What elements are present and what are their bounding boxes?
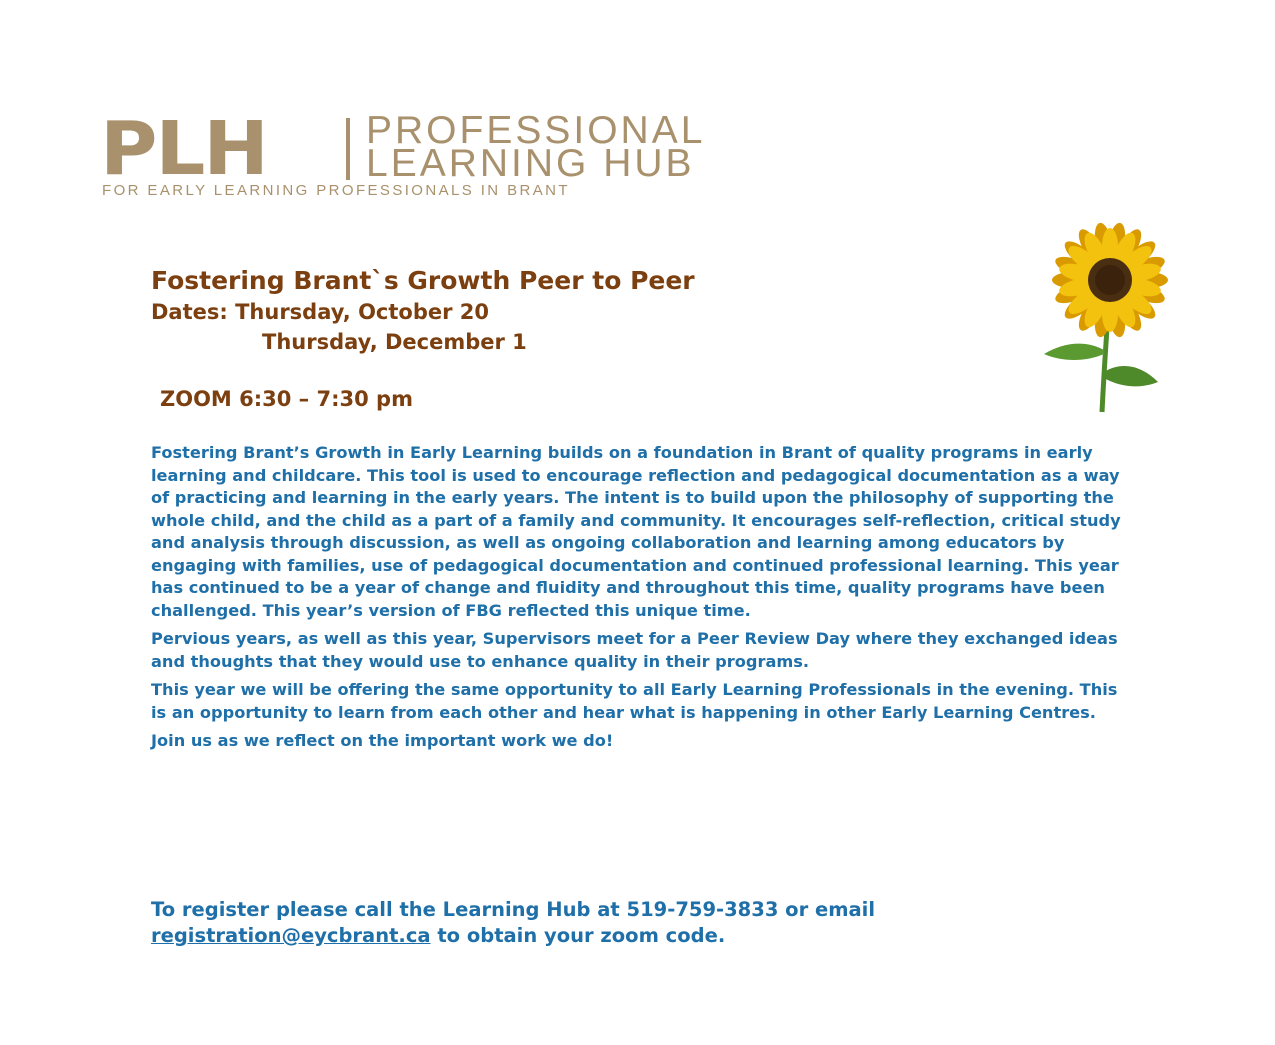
registration-info bbox=[151, 897, 1151, 949]
paragraph-2: Pervious years, as well as this year, Supervisors meet for a Peer Review Day where they exchanged ideas and thoughts that they would use to enhance quality in their programs. bbox=[151, 629, 1118, 671]
logo-tagline: FOR EARLY LEARNING PROFESSIONALS IN BRANT bbox=[102, 182, 570, 199]
description bbox=[151, 442, 1136, 759]
logo-name bbox=[366, 109, 706, 185]
plh-logo bbox=[100, 106, 950, 202]
paragraph-3: This year we will be offering the same opportunity to all Early Learning Professionals in the evening. This is an opportunity to learn from each other and hear what is happening in other Early Learning Centres. bbox=[151, 680, 1118, 722]
registration-email-link[interactable]: registration@eycbrant.ca bbox=[151, 924, 431, 947]
logo-mark: PLH bbox=[100, 106, 267, 192]
logo-name-line1: PROFESSIONAL bbox=[366, 109, 706, 152]
paragraph-4: Join us as we reflect on the important work we do! bbox=[151, 731, 614, 750]
logo-name-line2: LEARNING HUB bbox=[366, 142, 695, 185]
sunflower-icon bbox=[1036, 222, 1186, 414]
paragraph-1: Fostering Brant’s Growth in Early Learning builds on a foundation in Brant of quality programs in early learning and childcare. This tool is used to encourage reflection and pedagogical documentation as a way of practicing and learning in the early years. The intent is to build upon the philosophy of supporting the whole child, and the child as a part of a family and community. It encourages self-reflection, critical study and analysis through discussion, as well as ongoing collaboration and learning among educators by engaging with families, use of pedagogical documentation and continued professional learning. This year has continued to be a year of change and fluidity and throughout this time, quality programs have been challenged. This year’s version of FBG reflected this unique time. bbox=[151, 443, 1121, 620]
event-date-2: Thursday, December 1 bbox=[262, 330, 527, 354]
event-title: Fostering Brant`s Growth Peer to Peer bbox=[151, 266, 695, 295]
registration-text: To register please call the Learning Hub at 519-759-3833 or email bbox=[151, 898, 876, 921]
event-date-1: Dates: Thursday, October 20 bbox=[151, 300, 490, 324]
registration-text-end: to obtain your zoom code. bbox=[430, 924, 726, 947]
zoom-time: ZOOM 6:30 – 7:30 pm bbox=[160, 387, 413, 411]
logo-divider bbox=[346, 118, 350, 180]
